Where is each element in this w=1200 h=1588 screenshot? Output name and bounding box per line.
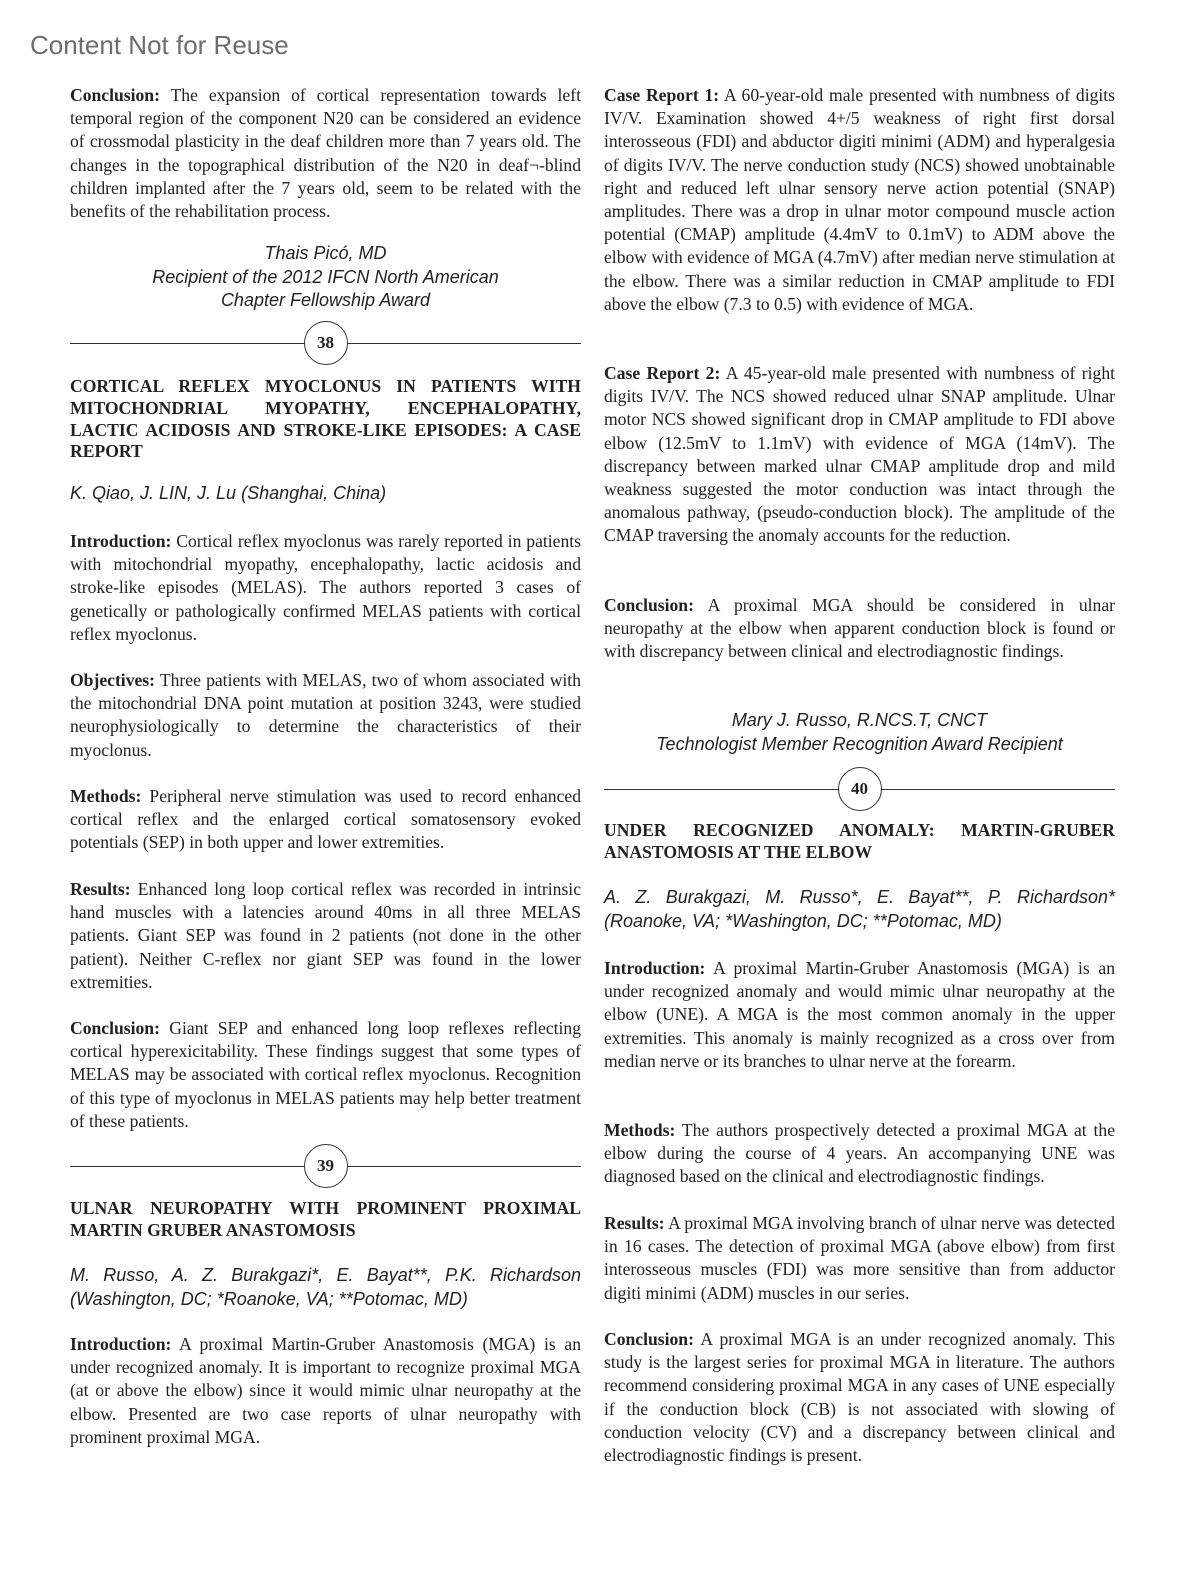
section-text: A proximal Martin-Gruber Anastomosis (MGA) is an under recognized anomaly. It is important to recognize proximal MGA (at or above the elbow) since it would mimic ulnar neuropathy at the elbow. Presented are two case reports of ulnar neuropathy with prominent proximal MGA. <box>70 1334 581 1447</box>
section-text: The expansion of cortical representation towards left temporal region of the component N20 can be considered an evidence of crossmodal plasticity in the deaf children more than 7 years old. The changes in the topographical distribution of the N20 in deaf¬-blind children implanted after the 7 years old, seem to be related with the benefits of the rehabilitation process. <box>70 85 581 222</box>
abstract-authors-38: K. Qiao, J. LIN, J. Lu (Shanghai, China) <box>70 483 387 503</box>
watermark-header: Content Not for Reuse <box>30 30 289 60</box>
prev-signature <box>70 242 581 313</box>
section-case-report-2 <box>604 362 1115 548</box>
signature-name: Thais Picó, MD <box>264 243 387 263</box>
signature-name: Mary J. Russo, R.NCS.T, CNCT <box>731 710 988 730</box>
signature-line: Chapter Fellowship Award <box>220 290 431 310</box>
section-label: Methods: <box>604 1120 676 1140</box>
section-introduction <box>70 530 581 646</box>
section-results <box>604 1212 1115 1305</box>
section-methods <box>70 785 581 855</box>
section-conclusion <box>70 1017 581 1133</box>
section-label: Introduction: <box>70 1334 172 1354</box>
signature-line: Technologist Member Recognition Award Recipient <box>656 733 1063 754</box>
section-text: A proximal Martin-Gruber Anastomosis (MGA) is an under recognized anomaly and would mimic ulnar neuropathy at the elbow (UNE). A MGA is the most common anomaly in the upper extremities. This anomaly is mainly recognized as a cross over from median nerve or its branches to ulnar nerve at the forearm. <box>604 958 1115 1071</box>
section-text: The authors prospectively detected a proximal MGA at the elbow during the course of 4 years. An accompanying UNE was diagnosed based on the clinical and electrodiagnostic findings. <box>604 1120 1115 1187</box>
section-text: Peripheral nerve stimulation was used to record enhanced cortical reflex and the enlarged cortical somatosensory evoked potentials (SEP) in both upper and lower extremities. <box>70 786 581 853</box>
abstract-number: 39 <box>304 1144 348 1188</box>
section-methods <box>604 1119 1115 1189</box>
section-introduction <box>70 1333 581 1449</box>
section-label: Conclusion: <box>604 1329 694 1349</box>
abstract-authors-40: A. Z. Burakgazi, M. Russo*, E. Bayat**, P. Richardson* (Roanoke, VA; *Washington, DC; **Potomac, MD) <box>604 887 1115 931</box>
section-label: Conclusion: <box>604 595 694 615</box>
section-label: Introduction: <box>70 531 172 551</box>
signature-39 <box>604 709 1115 756</box>
abstract-authors-39: M. Russo, A. Z. Burakgazi*, E. Bayat**, P.K. Richardson (Washington, DC; *Roanoke, VA; **Potomac, MD) <box>70 1265 581 1309</box>
abstract-divider-38 <box>70 321 581 365</box>
section-text: A proximal MGA should be considered in ulnar neuropathy at the elbow when apparent conduction block is found or with discrepancy between clinical and electrodiagnostic findings. <box>604 595 1115 662</box>
section-label: Objectives: <box>70 670 156 690</box>
section-label: Results: <box>70 879 131 899</box>
abstract-number: 40 <box>838 767 882 811</box>
section-label: Case Report 2: <box>604 363 721 383</box>
section-text: A proximal MGA involving branch of ulnar nerve was detected in 16 cases. The detection of proximal MGA (above elbow) from first interosseous muscles (FDI) was more sensitive than from adductor digiti minimi (ADM) muscles in our series. <box>604 1213 1115 1303</box>
section-text: Enhanced long loop cortical reflex was recorded in intrinsic hand muscles with a latencies around 40ms in all three MELAS patients. Giant SEP was found in 2 patients (not done in the other patient). Neither C-reflex nor giant SEP was found in the lower extremities. <box>70 879 581 992</box>
section-text: Cortical reflex myoclonus was rarely reported in patients with mitochondrial myopathy, encephalopathy, lactic acidosis and stroke-like episodes (MELAS). The authors reported 3 cases of genetically or pathologically confirmed MELAS patients with cortical reflex myoclonus. <box>70 531 581 644</box>
abstract-number: 38 <box>304 321 348 365</box>
section-label: Case Report 1: <box>604 85 720 105</box>
section-conclusion <box>604 594 1115 664</box>
section-label: Methods: <box>70 786 142 806</box>
signature-line: Recipient of the 2012 IFCN North American <box>152 266 499 287</box>
section-text: Giant SEP and enhanced long loop reflexes reflecting cortical hyperexicitability. These findings suggest that some types of MELAS may be associated with cortical reflex myoclonus. Recognition of this type of myoclonus in MELAS patients may help better treatment of these patients. <box>70 1018 581 1131</box>
section-introduction <box>604 957 1115 1073</box>
section-label: Introduction: <box>604 958 706 978</box>
abstract-title-39: ULNAR NEUROPATHY WITH PROMINENT PROXIMAL MARTIN GRUBER ANASTOMOSIS <box>70 1198 581 1240</box>
section-case-report-1 <box>604 84 1115 316</box>
section-text: A 45-year-old male presented with numbness of right digits IV/V. The NCS showed reduced ulnar SNAP amplitude. Ulnar motor NCS showed significant drop in CMAP amplitude to FDI above elbow (12.5mV to 1.1mV) with evidence of MGA (14mV). The discrepancy between marked ulnar CMAP amplitude drop and mild weakness suggested the motor conduction was intact through the anomalous pathway, (pseudo-conduction block). The amplitude of the CMAP traversing the anomaly accounts for the reduction. <box>604 363 1115 546</box>
abstract-title-38: CORTICAL REFLEX MYOCLONUS IN PATIENTS WITH MITOCHONDRIAL MYOPATHY, ENCEPHALOPATHY, LACTIC ACIDOSIS AND STROKE-LIKE EPISODES: A CASE REPORT <box>70 376 581 462</box>
prev-abstract-conclusion <box>70 84 581 223</box>
abstract-divider-39 <box>70 1144 581 1188</box>
abstract-divider-40 <box>604 767 1115 811</box>
section-text: A 60-year-old male presented with numbness of digits IV/V. Examination showed 4+/5 weakness of right first dorsal interosseous (FDI) and abductor digiti minimi (ADM) and hyperalgesia of digits IV/V. The nerve conduction study (NCS) showed unobtainable right and reduced left ulnar sensory nerve action potential (SNAP) amplitudes. There was a drop in ulnar motor compound muscle action potential (CMAP) amplitude (4.4mV to 0.1mV) to ADM above the elbow with evidence of MGA (4.7mV) after median nerve stimulation at the elbow. There was a similar reduction in CMAP amplitude to FDI above the elbow (7.3 to 0.5) with evidence of MGA. <box>604 85 1116 314</box>
section-conclusion <box>604 1328 1115 1467</box>
section-label: Results: <box>604 1213 665 1233</box>
section-label: Conclusion: <box>70 85 160 105</box>
abstract-title-40: UNDER RECOGNIZED ANOMALY: MARTIN-GRUBER ANASTOMOSIS AT THE ELBOW <box>604 820 1115 862</box>
section-text: A proximal MGA is an under recognized anomaly. This study is the largest series for proximal MGA in literature. The authors recommend considering proximal MGA in any cases of UNE especially if the conduction block (CB) is not associated with slowing of conduction velocity (CV) and a discrepancy between clinical and electrodiagnostic findings is present. <box>604 1329 1115 1466</box>
section-results <box>70 878 581 994</box>
section-objectives <box>70 669 581 762</box>
section-text: Three patients with MELAS, two of whom associated with the mitochondrial DNA point mutation at position 3243, were studied neurophysiologically to determine the characteristics of their myoclonus. <box>70 670 581 760</box>
section-label: Conclusion: <box>70 1018 160 1038</box>
